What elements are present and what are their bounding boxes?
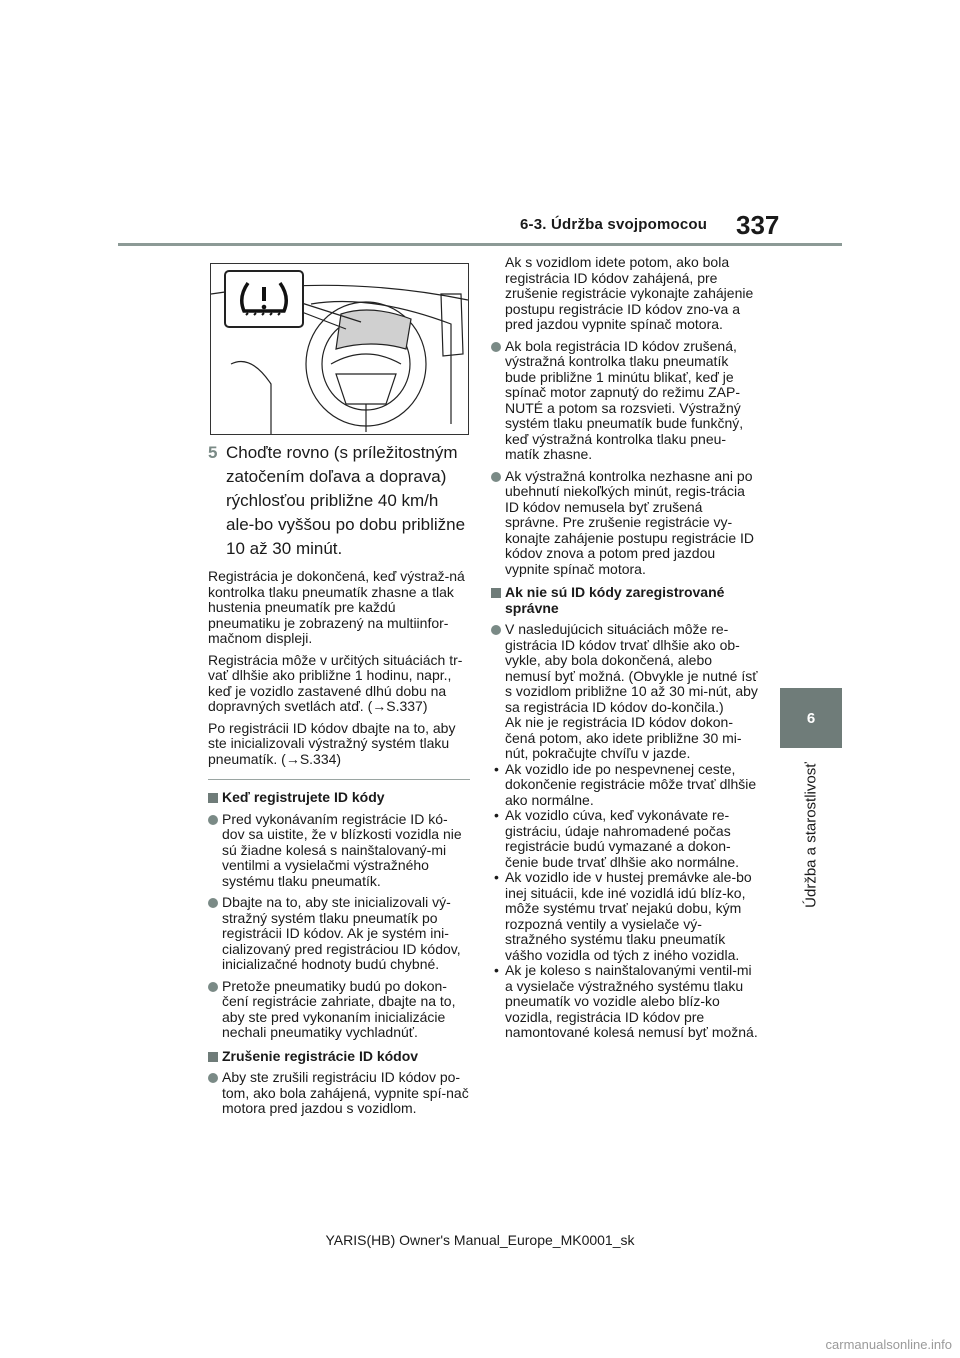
list-item	[491, 469, 759, 578]
dash-item	[491, 963, 759, 1041]
paragraph: Registrácia môže v určitých situáciách tr-vať dlhšie ako približne 1 hodinu, napr., keď je vozidlo zastavené dlhú dobu na dopravných svetlách atď. (→S.337)	[208, 651, 463, 714]
paragraph: Ak nie je registrácia ID kódov dokon-čená potom, ako idete približne 30 mi-nút, pokračujte chvíľu v jazde.	[505, 714, 742, 761]
tire-pressure-warning-icon	[224, 270, 304, 328]
circle-bullet-icon	[491, 342, 501, 352]
chapter-label-text: Údržba a starostlivosť	[802, 762, 820, 908]
subheading	[491, 585, 759, 616]
footer-text: YARIS(HB) Owner's Manual_Europe_MK0001_sk	[325, 1232, 635, 1248]
chapter-number: 6	[806, 709, 816, 727]
chapter-tab[interactable]	[780, 688, 842, 748]
square-bullet-icon	[491, 588, 501, 598]
circle-bullet-icon	[208, 982, 218, 992]
dash-item	[491, 762, 759, 809]
step-text: Choďte rovno (s príležitostným zatočením doľava a doprava) rýchlosťou približne 40 km/h ale-bo vyššou po dobu približne 10 až 30 minút.	[226, 443, 466, 558]
list-item-text: Ak bola registrácia ID kódov zrušená, výstražná kontrolka tlaku pneumatík bude približne 1 minútu blikať, keď je spínač motor zapnutý do režimu ZAP-NUTÉ a potom sa rozsvieti. Výstražný systém tlaku pneumatík bude funkčný, keď výstražná kontrolka tlaku pneu-matík zhasne.	[505, 337, 744, 462]
chapter-label	[788, 755, 834, 915]
dash-bullet-icon: •	[494, 807, 499, 823]
list-item-text: Aby ste zrušili registráciu ID kódov po-tom, ako bola zahájená, vypnite spí-nač motora pred jazdou s vozidlom.	[222, 1069, 469, 1116]
dash-item	[491, 808, 759, 870]
subheading-text: Zrušenie registrácie ID kódov	[222, 1047, 419, 1064]
dash-bullet-icon: •	[494, 962, 499, 978]
dash-item-text: Ak vozidlo ide po nespevnenej ceste, dokončenie registrácie môže trvať dlhšie ako normálne.	[505, 760, 757, 808]
dash-bullet-icon: •	[494, 869, 499, 885]
paragraph: Po registrácii ID kódov dbajte na to, aby ste inicializovali výstražný systém tlaku pneumatík. (→S.334)	[208, 719, 456, 767]
circle-bullet-icon	[208, 815, 218, 825]
page-number: 337	[736, 210, 780, 240]
dash-item-text: Ak vozidlo cúva, keď vykonávate re-gistráciu, údaje nahromadené počas registrácie budú vymazané a dokon-čenie bude trvať dlhšie ako normálne.	[505, 807, 740, 870]
list-item	[208, 979, 470, 1041]
list-item	[208, 812, 470, 890]
list-item	[208, 1070, 470, 1117]
paragraph: Ak s vozidlom idete potom, ako bola registrácia ID kódov zahájená, pre zrušenie registrácie vykonajte zahájenie postupu registrácie ID kódov zno-va a pred jazdou vypnite spínač motora.	[505, 254, 754, 332]
list-item-text: Pred vykonávaním registrácie ID kó-dov sa uistite, že v blízkosti vozidla nie sú žiadne kolesá s nainštalovaný-mi ventilmi a vysielačmi výstražného systému tlaku pneumatík.	[222, 810, 462, 889]
dashboard-illustration	[210, 263, 469, 435]
paragraph: Registrácia je dokončená, keď výstraž-ná kontrolka tlaku pneumatík zhasne a tlak hustenia pneumatík pre každú pneumatiku je zobrazený na multiinfor-mačnom displeji.	[208, 568, 465, 646]
circle-bullet-icon	[208, 1073, 218, 1083]
watermark: carmanualsonline.info	[825, 1337, 952, 1352]
square-bullet-icon	[208, 1052, 218, 1062]
list-item-text: Dbajte na to, aby ste inicializovali vý-stražný systém tlaku pneumatík po registrácii ID kódov. Ak je systém ini-cializovaný pred registráciou ID kódov, inicializačné hodnoty budú chybné.	[222, 894, 461, 972]
subheading-text: Keď registrujete ID kódy	[222, 789, 385, 805]
dash-item-text: Ak vozidlo ide v hustej premávke ale-bo inej situácii, kde iné vozidlá idú blíz-ko, môže systému trvať nejakú dobu, kým rozpozná ventily a vysielače vý-stražného systému tlaku pneumatík vášho vozidla od tých z iného vozidla.	[505, 869, 752, 963]
section-title: 6-3. Údržba svojpomocou	[520, 216, 708, 233]
list-item-text: Pretože pneumatiky budú po dokon-čení registrácie zahriate, dbajte na to, aby ste pred vykonaním inicializácie nechali pneumatiky vychladnúť.	[222, 977, 456, 1040]
dash-item	[491, 870, 759, 963]
list-item	[491, 622, 759, 715]
list-item	[491, 339, 759, 463]
list-item-text: Ak výstražná kontrolka nezhasne ani po ubehnutí niekoľkých minút, regis-trácia ID kódov nemusela byť zrušená správne. Pre zrušenie registrácie vy-konajte zahájenie postupu registrácie ID kódov znova a potom pred jazdou vypnite spínač motora.	[505, 467, 755, 577]
list-item	[208, 895, 470, 973]
circle-bullet-icon	[491, 625, 501, 635]
header-rule	[118, 243, 842, 246]
separator	[208, 779, 470, 780]
list-item-text: V nasledujúcich situáciách môže re-gistrácia ID kódov trvať dlhšie ako ob-vykle, aby bola dokončená, alebo nemusí byť možná. (Obvykle je nutné ísť s vozidlom približne 10 až 30 mi-nút, aby sa registrácia ID kódov do-končila.)	[505, 621, 758, 715]
dash-item-text: Ak je koleso s nainštalovanými ventil-mi a vysielače výstražného systému tlaku pneumatík vo vozidle alebo blíz-ko vozidla, registrácia ID kódov pre namontované kolesá nemusí byť možná.	[505, 962, 758, 1040]
circle-bullet-icon	[491, 472, 501, 482]
left-column	[208, 441, 470, 1123]
subheading-text: Ak nie sú ID kódy zaregistrované správne	[505, 584, 725, 616]
subheading	[208, 1049, 470, 1065]
dash-bullet-icon: •	[494, 760, 499, 777]
right-column	[491, 255, 759, 1041]
circle-bullet-icon	[208, 898, 218, 908]
subheading	[208, 790, 470, 806]
step-5	[208, 441, 470, 561]
square-bullet-icon	[208, 793, 218, 803]
step-number: 5	[208, 443, 218, 462]
